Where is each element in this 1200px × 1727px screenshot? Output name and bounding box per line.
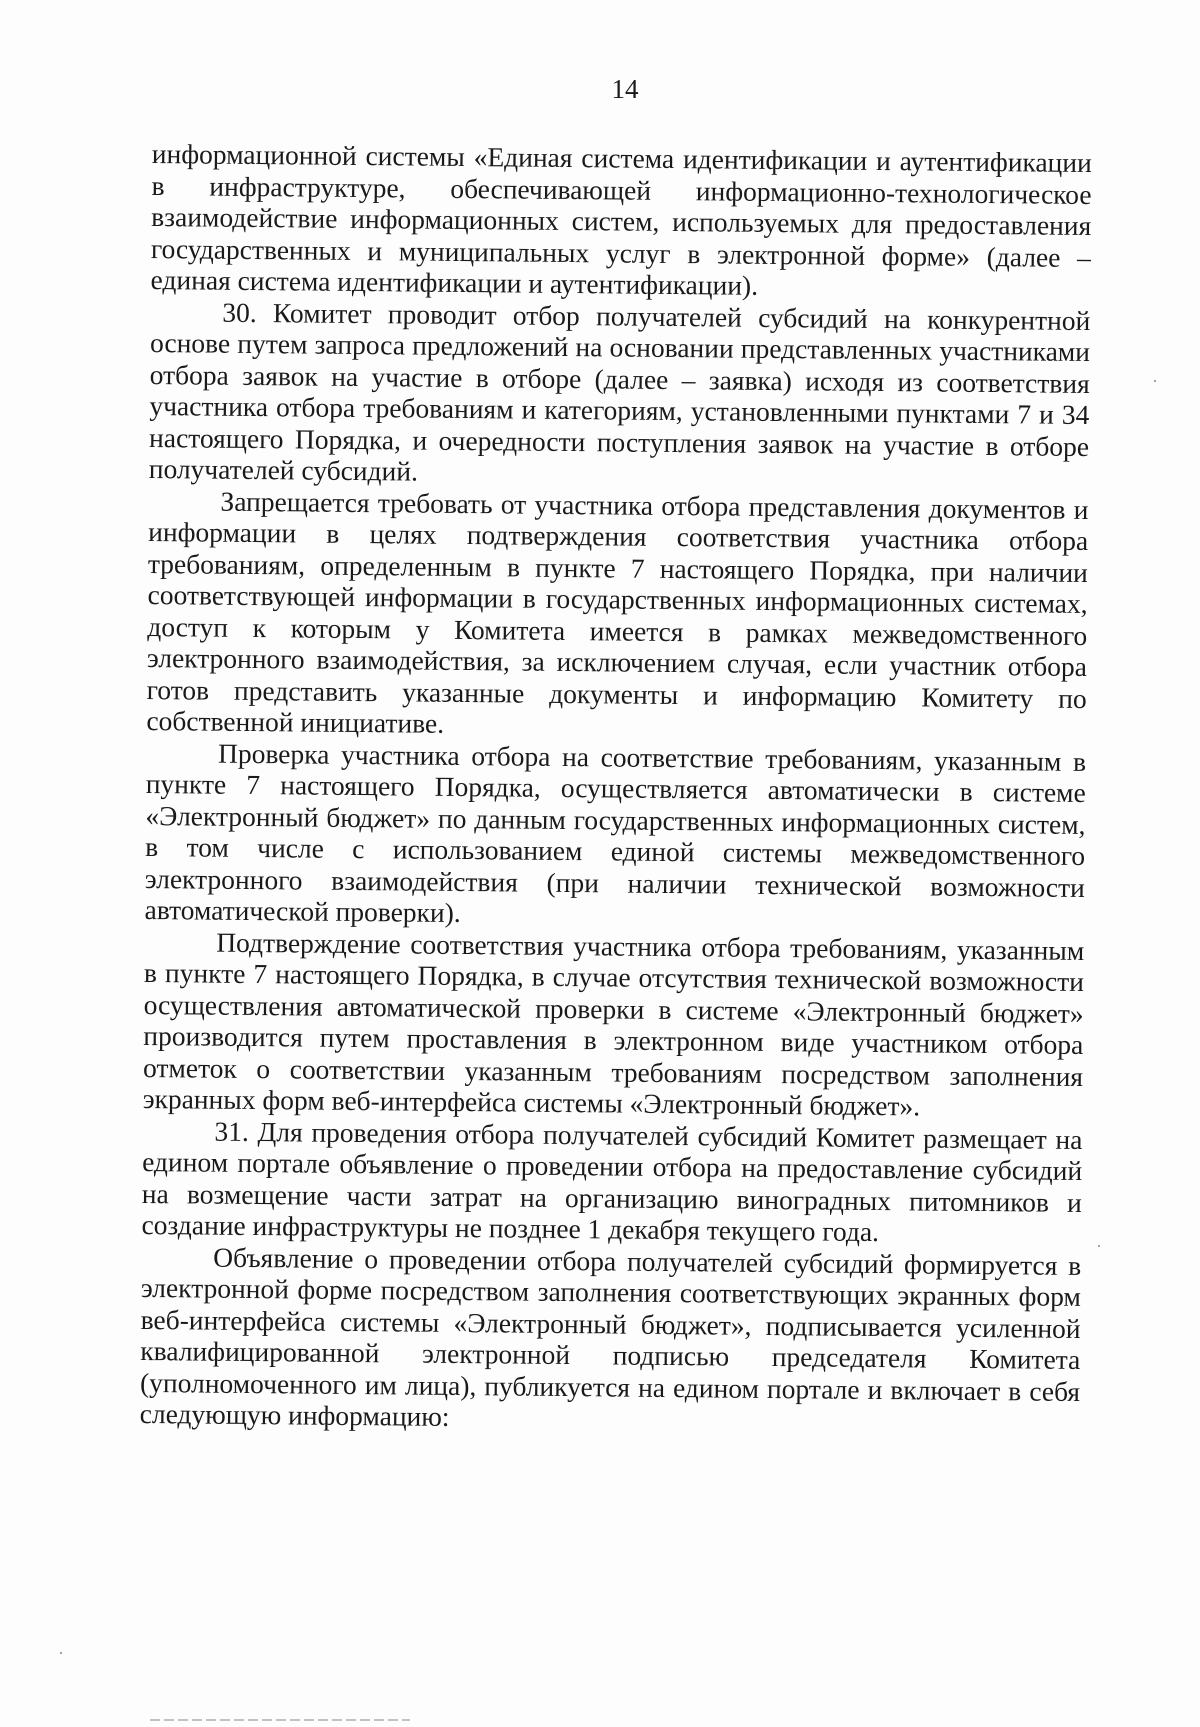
scan-dot-artifact — [1154, 380, 1156, 382]
document-body — [140, 138, 1092, 1438]
paragraph-announcement: Объявление о проведении отбора получателей субсидий формируется в электронной форме посредством заполнения соответствующих экранных форм веб-интерфейса системы «Электронный бюджет», подписывается усиленной квалифицированной электронной подписью председателя Комитета (уполномоченного им лица), публикуется на едином портале и включает в себя следующую информацию: — [139, 1241, 1082, 1432]
paragraph-item-30: 30. Комитет проводит отбор получателей субсидий на конкурентной основе путем запроса предложений на основании представленных участниками отбора заявок на участие в отборе (далее – заявка) исходя из соответствия участника отбора требованиям и категориям, установленными пунктами 7 и 34 настоящего Порядка, и очередности поступления заявок на участие в отборе получателей субсидий. — [148, 296, 1091, 487]
scan-edge-artifact — [150, 1719, 410, 1721]
paragraph-item-31: 31. Для проведения отбора получателей субсидий Комитет размещает на едином портале объявление о проведении отбора на предоставление субсидий на возмещение части затрат на организацию виноградных питомников и создание инфраструктуры не позднее 1 декабря текущего года. — [141, 1115, 1083, 1248]
scan-dot-artifact — [1098, 1245, 1100, 1247]
paragraph-prohibition: Запрещается требовать от участника отбора представления документов и информации в целях подтверждения соответствия участника отбора требованиям, определенным в пункте 7 настоящего Порядка, при наличии соответствующей информации в государственных информационных системах, доступ к которым у Комитета имеется в рамках межведомственного электронного взаимодействия, за исключением случая, если участник отбора готов представить указанные документы и информацию Комитету по собственной инициативе. — [146, 485, 1089, 739]
paragraph-esia-continuation: информационной системы «Единая система идентификации и аутентификации в инфраструктуре, обеспечивающей информационно-технологическое взаимодействие информационных систем, используемых для предоставления государственных и муниципальных услуг в электронной форме» (далее – единая система идентификации и аутентификации). — [150, 138, 1092, 301]
page-number: 14 — [611, 74, 639, 104]
paragraph-manual-confirmation: Подтверждение соответствия участника отбора требованиям, указанным в пункте 7 настоящего Порядка, в случае отсутствия технической возможности осуществления автоматической проверки в системе «Электронный бюджет» производится путем проставления в электронном виде участником отбора отметок о соответствии указанным требованиям посредством заполнения экранных форм веб-интерфейса системы «Электронный бюджет». — [142, 926, 1085, 1122]
paragraph-automatic-check: Проверка участника отбора на соответствие требованиям, указанным в пункте 7 настоящего Порядка, осуществляется автоматически в системе «Электронный бюджет» по данным государственных информационных систем, в том числе с использованием единой системы межведомственного электронного взаимодействия (при наличии технической возможности автоматической проверки). — [144, 737, 1087, 928]
scan-dot-artifact — [60, 1652, 62, 1654]
